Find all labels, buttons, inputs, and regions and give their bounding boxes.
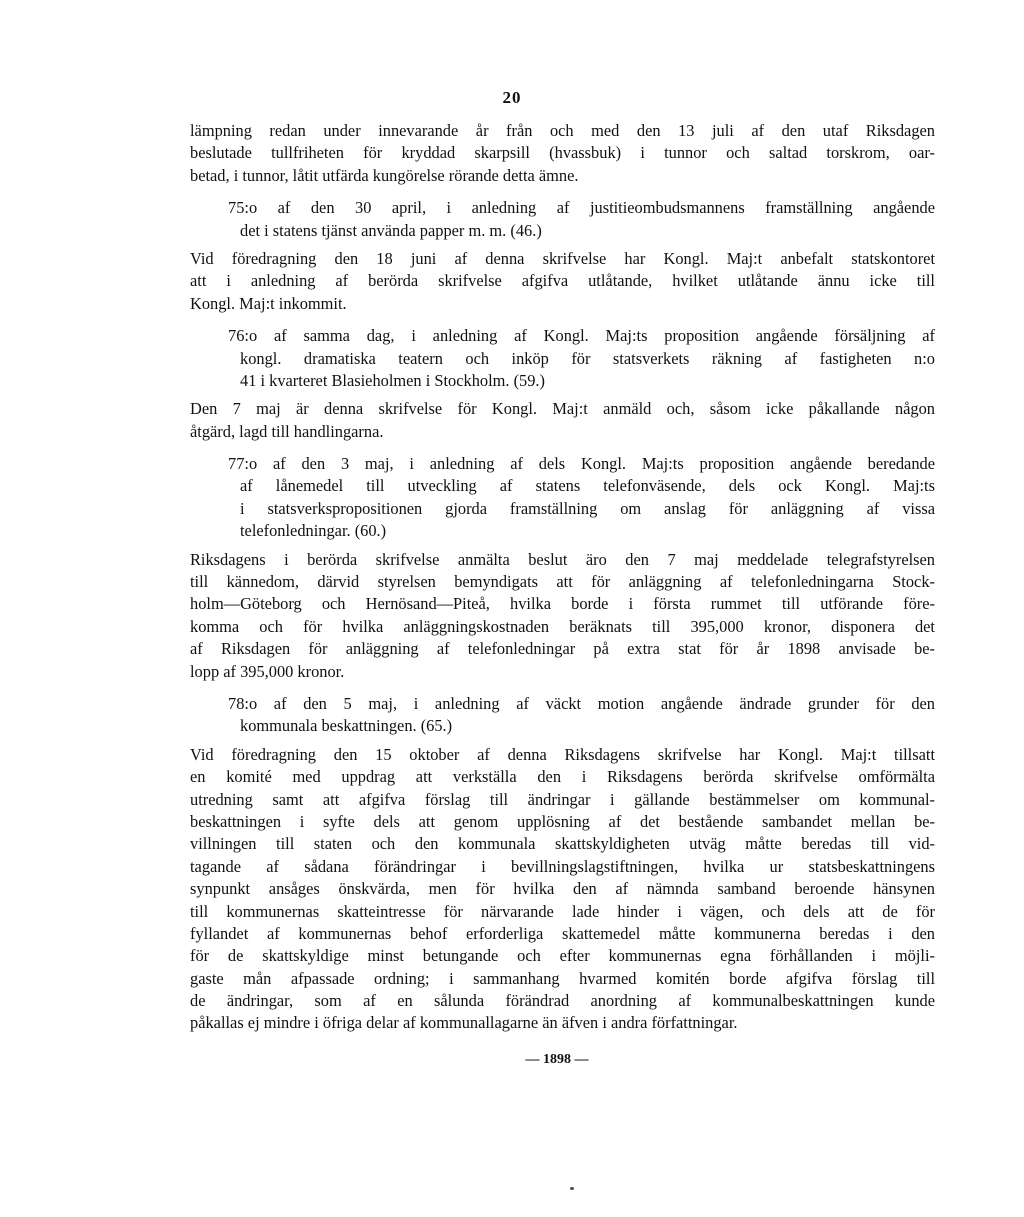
text-line: beskattningen i syfte dels att genom upplösning af det bestående sambandet mellan be- (190, 811, 935, 831)
paragraph-gap (190, 315, 935, 325)
text-line: telefonledningar. (60.) (240, 521, 387, 541)
text-line: 41 i kvarteret Blasieholmen i Stockholm. (59.) (240, 370, 545, 390)
text-line: utredning samt att afgifva förslag till ändringar i gällande bestämmelser om kommunal- (190, 789, 935, 809)
scan-speck (570, 1187, 574, 1190)
text-line: Vid föredragning den 18 juni af denna skrifvelse har Kongl. Maj:t anbefalt statskontoret (190, 248, 935, 268)
text-line: Riksdagens i berörda skrifvelse anmälta beslut äro den 7 maj meddelade telegrafstyrelsen (190, 549, 935, 569)
text-line: fyllandet af kommunernas behof erforderliga skattemedel måtte kommunerna beredas i den (190, 923, 935, 943)
paragraph (190, 744, 935, 1035)
text-line: holm—Göteborg och Hernösand—Piteå, hvilka borde i första rummet till utförande före- (190, 594, 935, 614)
text-line: i statsverkspropositionen gjorda framställning om anslag för anläggning af vissa (240, 498, 935, 518)
paragraph (190, 398, 935, 443)
text-line: 76:o af samma dag, i anledning af Kongl. Maj:ts proposition angående försäljning af (228, 326, 935, 346)
numbered-item (190, 693, 935, 738)
text-line: till kommunernas skatteintresse för närvarande lade hinder i vägen, och dels att de för (190, 901, 935, 921)
paragraph (190, 549, 935, 683)
text-line: åtgärd, lagd till handlingarna. (190, 421, 384, 441)
text-line: till kännedom, därvid styrelsen bemyndigats att för anläggning af telefonledningarna Stock- (190, 572, 935, 592)
text-line: för de skattskyldige minst betungande och efter kommunernas egna förhållanden i möjli- (190, 946, 935, 966)
text-line: det i statens tjänst använda papper m. m. (46.) (240, 220, 542, 240)
body-text (190, 120, 935, 1035)
text-line: påkallas ej mindre i öfriga delar af kommunallagarne än äfven i andra författningar. (190, 1013, 738, 1033)
text-line: de ändringar, som af en sålunda förändrad anordning af kommunalbeskattningen kunde (190, 991, 935, 1011)
text-line: gaste mån afpassade ordning; i sammanhang hvarmed komitén borde afgifva förslag till (190, 968, 935, 988)
text-line: en komité med uppdrag att verkställa den i Riksdagens berörda skrifvelse omförmälta (190, 767, 935, 787)
text-line: 75:o af den 30 april, i anledning af justitieombudsmannens framställning angående (228, 198, 935, 218)
numbered-item (190, 325, 935, 392)
paragraph (190, 120, 935, 187)
text-line: Den 7 maj är denna skrifvelse för Kongl. Maj:t anmäld och, såsom icke påkallande någon (190, 399, 935, 419)
paragraph-gap (190, 683, 935, 693)
text-line: Kongl. Maj:t inkommit. (190, 293, 347, 313)
text-line: komma och för hvilka anläggningskostnaden beräknats till 395,000 kronor, disponera det (190, 616, 935, 636)
paragraph-gap (190, 443, 935, 453)
text-line: lämpning redan under innevarande år från och med den 13 juli af den utaf Riksdagen (190, 121, 935, 140)
text-line: villningen till staten och den kommunala skattskyldigheten utväg måtte beredas till vid- (190, 834, 935, 854)
text-line: af Riksdagen för anläggning af telefonledningar på extra stat för år 1898 anvisade be- (190, 639, 935, 659)
page-number: 20 (502, 88, 522, 107)
text-line: Vid föredragning den 15 oktober af denna Riksdagens skrifvelse har Kongl. Maj:t tillsatt (190, 744, 935, 764)
text-line: betad, i tunnor, låtit utfärda kungörelse rörande detta ämne. (190, 165, 579, 185)
text-line: lopp af 395,000 kronor. (190, 661, 345, 681)
numbered-item (190, 453, 935, 543)
text-line: kommunala beskattningen. (65.) (240, 716, 453, 736)
text-line: kongl. dramatiska teatern och inköp för statsverkets räkning af fastigheten n:o (240, 348, 935, 368)
text-line: 78:o af den 5 maj, i anledning af väckt motion angående ändrade grunder för den (228, 693, 935, 713)
text-line: synpunkt ansåges önskvärda, men för hvilka den af nämnda samband beroende hänsynen (190, 879, 935, 899)
paragraph-gap (190, 187, 935, 197)
text-line: beslutade tullfriheten för kryddad skarpsill (hvassbuk) i tunnor och saltad torskrom, oar- (190, 143, 935, 163)
text-line: af lånemedel till utveckling af statens telefonväsende, dels ock Kongl. Maj:ts (240, 476, 935, 496)
numbered-item (190, 197, 935, 242)
text-line: 77:o af den 3 maj, i anledning af dels Kongl. Maj:ts proposition angående beredande (228, 454, 935, 474)
text-line: tagande af sådana förändringar i bevillningslagstiftningen, hvilka ur statsbeskattningens (190, 856, 935, 876)
text-line: att i anledning af berörda skrifvelse afgifva utlåtande, hvilket utlåtande ännu icke till (190, 271, 935, 291)
footer-signature-mark: — 1898 — (525, 1052, 589, 1067)
paragraph (190, 248, 935, 315)
